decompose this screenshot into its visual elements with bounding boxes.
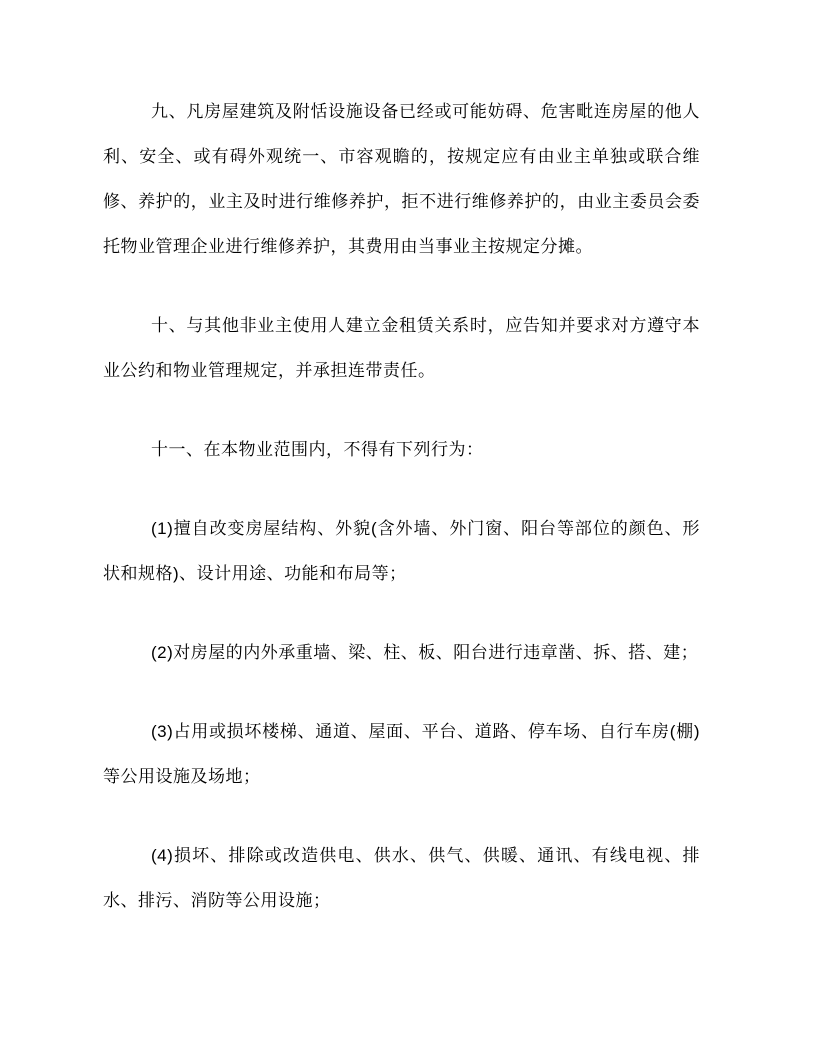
para-item-4: (4)损坏、排除或改造供电、供水、供气、供暖、通讯、有线电视、排水、排污、消防等公用设施； bbox=[103, 846, 700, 910]
para-article-9: 九、凡房屋建筑及附恬设施设备已经或可能妨碍、危害毗连房屋的他人利、安全、或有碍外观统一、市容观瞻的，按规定应有由业主单独或联合维修、养护的，业主及时进行维修养护，拒不进行维修养护的，由业主委员会委托物业管理企业进行维修养护，其费用由当事业主按规定分摊。 bbox=[103, 102, 700, 256]
para-article-11: 十一、在本物业范围内，不得有下列行为： bbox=[151, 440, 484, 459]
para-item-3: (3)占用或损坏楼梯、通道、屋面、平台、道路、停车场、自行车房(棚)等公用设施及场地； bbox=[103, 722, 700, 786]
para-article-10: 十、与其他非业主使用人建立金租赁关系时，应告知并要求对方遵守本业公约和物业管理规定，并承担连带责任。 bbox=[103, 316, 700, 380]
para-item-2: (2)对房屋的内外承重墙、梁、柱、板、阳台进行违章凿、拆、搭、建； bbox=[151, 643, 699, 662]
para-item-1: (1)擅自改变房屋结构、外貌(含外墙、外门窗、阳台等部位的颜色、形状和规格)、设计用途、功能和布局等； bbox=[103, 519, 700, 583]
